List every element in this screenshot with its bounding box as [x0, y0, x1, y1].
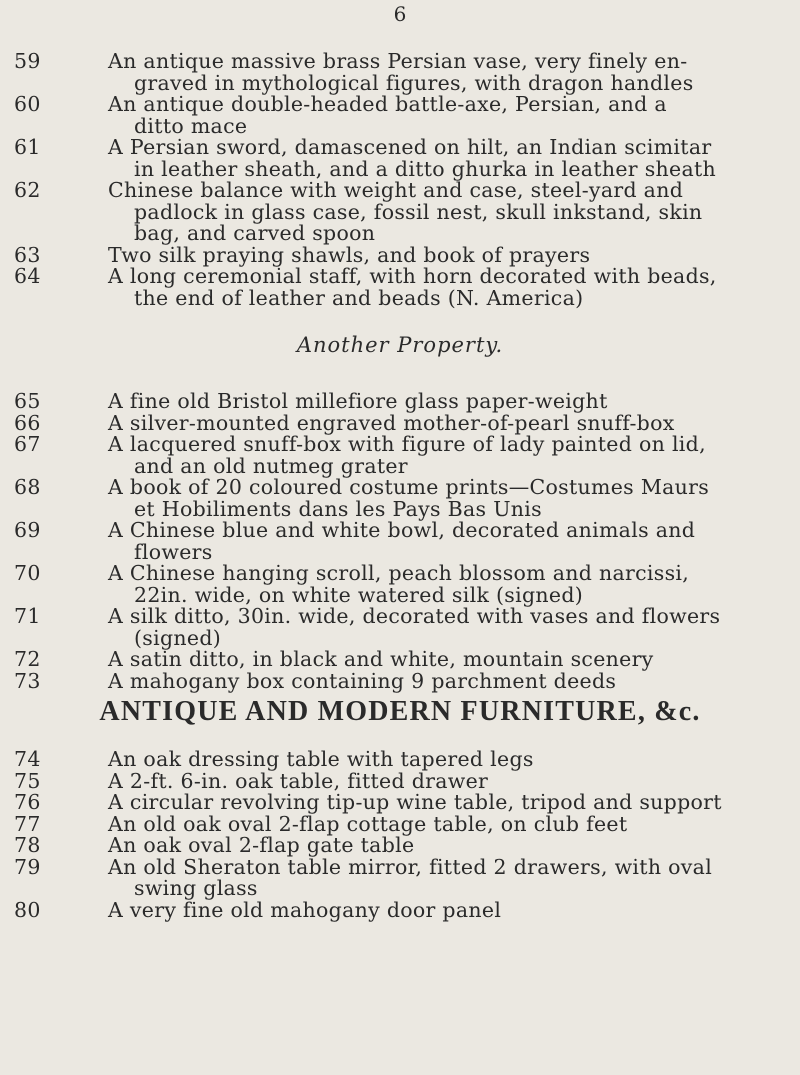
lot-item: [0, 897, 800, 922]
lot-description: [108, 768, 778, 793]
lot-description-continuation: et Hobiliments dans les Pays Bas Unis: [134, 496, 542, 521]
lot-description: [108, 668, 778, 693]
lot-description-line: A Chinese hanging scroll, peach blossom and narcissi,: [108, 561, 690, 585]
lot-description: [108, 51, 778, 94]
lot-description-line: Chinese balance with weight and case, steel-yard and: [108, 178, 684, 202]
lot-description-line: A silver-mounted engraved mother-of-pearl snuff-box: [108, 410, 675, 435]
lot-description-line: Two silk praying shawls, and book of prayers: [108, 242, 591, 267]
lot-number: 74: [14, 747, 41, 771]
lot-description-line: A long ceremonial staff, with horn decorated with beads,: [108, 264, 717, 288]
lot-description-continuation: flowers: [134, 539, 213, 564]
lot-number: 76: [14, 790, 41, 814]
lot-description: [108, 410, 778, 435]
lot-item: [0, 811, 800, 836]
lot-number: 79: [14, 854, 41, 879]
lot-item: [0, 391, 800, 413]
lot-description: [108, 854, 778, 900]
lot-description: [108, 266, 778, 309]
lot-description-continuation: (signed): [134, 625, 222, 650]
lot-description: [108, 835, 778, 857]
lot-description-continuation: padlock in glass case, fossil nest, skull inkstand, skin: [134, 199, 703, 224]
lot-description-line: A silk ditto, 30in. wide, decorated with vases and flowers: [108, 604, 721, 628]
lot-number: 63: [14, 242, 41, 267]
lot-description-line: An old Sheraton table mirror, fitted 2 drawers, with oval: [108, 854, 713, 879]
lot-item: [0, 792, 800, 814]
lot-number: 61: [14, 135, 41, 159]
lot-description: [108, 477, 778, 520]
section-heading: ANTIQUE AND MODERN FURNITURE, &c.: [99, 696, 701, 727]
lot-description-continuation: graved in mythological figures, with dragon handles: [134, 70, 694, 95]
lot-number: 75: [14, 768, 41, 793]
lot-description-line: An antique double-headed battle-axe, Persian, and a: [108, 92, 667, 116]
lot-item: [0, 477, 800, 520]
lot-number: 70: [14, 561, 41, 585]
lot-item: [0, 51, 800, 94]
lot-description: [108, 137, 778, 180]
lot-description: [108, 563, 778, 606]
lot-number: 62: [14, 178, 41, 202]
lot-number: 72: [14, 647, 41, 671]
lot-description-line: A Persian sword, damascened on hilt, an Indian scimitar: [108, 135, 712, 159]
lot-description-continuation: swing glass: [134, 876, 258, 900]
lot-item: [0, 835, 800, 857]
page-number: 6: [393, 2, 407, 26]
lot-number: 77: [14, 811, 41, 836]
lot-description-line: A lacquered snuff-box with figure of lady painted on lid,: [108, 432, 706, 456]
lot-number: 80: [14, 897, 41, 922]
lot-number: 59: [14, 49, 41, 73]
lot-description-line: An antique massive brass Persian vase, very finely en-: [108, 49, 688, 73]
lot-item: [0, 94, 800, 137]
lot-description: [108, 520, 778, 563]
lot-item: [0, 668, 800, 693]
lot-number: 71: [14, 604, 41, 628]
lot-number: 64: [14, 264, 41, 288]
lot-description-continuation: the end of leather and beads (N. America): [134, 285, 584, 310]
lot-description: [108, 792, 778, 814]
lot-description-line: A fine old Bristol millefiore glass paper-weight: [108, 389, 608, 413]
lot-description: [108, 180, 778, 245]
lot-description-line: A mahogany box containing 9 parchment deeds: [108, 668, 617, 693]
lot-description: [108, 391, 778, 413]
section-subheading: Another Property.: [296, 333, 504, 357]
lot-item: [0, 606, 800, 649]
lot-number: 73: [14, 668, 41, 693]
lot-item: [0, 854, 800, 900]
lot-item: [0, 649, 800, 671]
lot-description-line: An old oak oval 2-flap cottage table, on club feet: [108, 811, 628, 836]
lot-description-line: A 2-ft. 6-in. oak table, fitted drawer: [108, 768, 489, 793]
lot-list-1: [0, 51, 800, 309]
lot-number: 69: [14, 518, 41, 542]
lot-list-3: [0, 749, 800, 921]
lot-number: 78: [14, 833, 41, 857]
lot-description-line: A book of 20 coloured costume prints—Costumes Maurs: [108, 475, 710, 499]
lot-description: [108, 811, 778, 836]
lot-number: 68: [14, 475, 41, 499]
lot-item: [0, 520, 800, 563]
lot-number: 60: [14, 92, 41, 116]
lot-description: [108, 897, 778, 922]
lot-description: [108, 94, 778, 137]
lot-list-2: [0, 391, 800, 692]
lot-description: [108, 649, 778, 671]
lot-item: [0, 749, 800, 771]
lot-item: [0, 434, 800, 477]
lot-item: [0, 137, 800, 180]
lot-description-continuation: in leather sheath, and a ditto ghurka in leather sheath: [134, 156, 717, 181]
lot-description-line: An oak oval 2-flap gate table: [108, 833, 415, 857]
lot-item: [0, 266, 800, 309]
lot-description: [108, 606, 778, 649]
lot-description-continuation: bag, and carved spoon: [134, 221, 376, 245]
lot-description-continuation: 22in. wide, on white watered silk (signed): [134, 582, 584, 607]
lot-description-line: A Chinese blue and white bowl, decorated animals and: [108, 518, 696, 542]
lot-description: [108, 242, 778, 267]
lot-item: [0, 410, 800, 435]
lot-number: 67: [14, 432, 41, 456]
lot-item: [0, 180, 800, 245]
lot-item: [0, 563, 800, 606]
lot-item: [0, 242, 800, 267]
lot-description-continuation: ditto mace: [134, 113, 248, 138]
lot-number: 65: [14, 389, 41, 413]
lot-description: [108, 749, 778, 771]
lot-description-continuation: and an old nutmeg grater: [134, 453, 408, 478]
lot-description-line: A very fine old mahogany door panel: [108, 897, 502, 922]
lot-description-line: An oak dressing table with tapered legs: [108, 747, 534, 771]
lot-number: 66: [14, 410, 41, 435]
lot-description-line: A satin ditto, in black and white, mountain scenery: [108, 647, 654, 671]
lot-description-line: A circular revolving tip-up wine table, tripod and support: [108, 790, 722, 814]
lot-item: [0, 768, 800, 793]
lot-description: [108, 434, 778, 477]
